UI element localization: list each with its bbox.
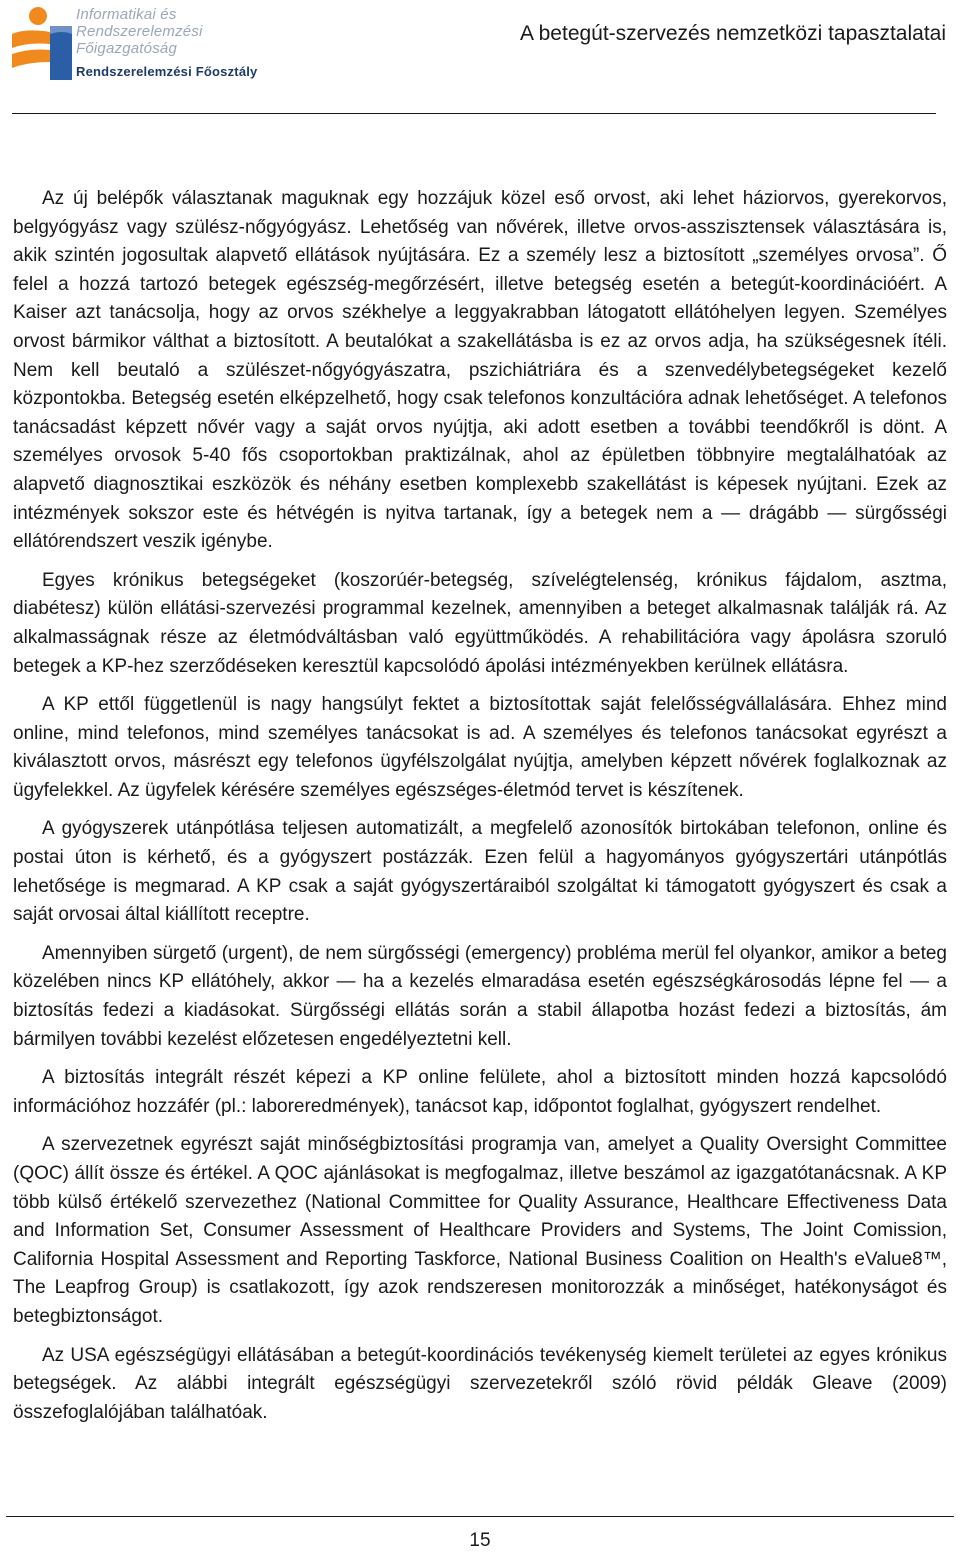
paragraph: A KP ettől függetlenül is nagy hangsúlyt fektet a biztosítottak saját felelősségvállalására. Ehhez mind online, mind telefonos, mind személyes tanácsokat is ad. A személyes és telefonos tanácsokat egyrészt a kiválasztott orvos, másrészt egy telefonos ügyfélszolgálat nyújtja, amelyben képzett nővérek foglalkoznak az ügyfelekkel. Az ügyfelek kérésére személyes egészséges-életmód tervet is készítenek.	[13, 694, 947, 801]
footer-divider	[6, 1516, 954, 1517]
paragraph: Amennyiben sürgető (urgent), de nem sürgősségi (emergency) probléma merül fel olyankor, amikor a beteg közelében nincs KP ellátóhely, akkor — ha a kezelés elmaradása esetén egészségkárosodás lépne fel — a biztosítás fedezi a kiadásokat. Sürgősségi ellátás során a stabil állapotba hozást fedezi a biztosítás, ám bármilyen további kezelést előzetesen engedélyeztetni kell.	[13, 942, 947, 1050]
header-divider	[12, 113, 936, 114]
page-number: 15	[469, 1530, 491, 1551]
org-name-line-3: Főigazgatóság	[76, 40, 178, 57]
document-body	[13, 185, 947, 1437]
paragraph: Egyes krónikus betegségeket (koszorúér-betegség, szívelégtelenség, krónikus fájdalom, asztma, diabétesz) külön ellátási-szervezési programmal kezelnek, amennyiben a beteget alkalmasnak találják rá. Az alkalmasságnak része az életmódváltásban való együttműködés. A rehabilitációra vagy ápolásra szoruló betegek a KP-hez szerződéseken keresztül kapcsolódó ápolási intézményekben kerülnek ellátásra.	[13, 569, 947, 677]
org-name-line-1: Informatikai és	[76, 6, 177, 23]
paragraph: Az USA egészségügyi ellátásában a betegút-koordinációs tevékenység kiemelt területei az egyes krónikus betegségek. Az alábbi integrált egészségügyi szervezetekről szóló rövid példák Gleave (2009) összefoglalójában találhatóak.	[13, 1344, 947, 1423]
page-header	[0, 0, 960, 120]
document-title: A betegút-szervezés nemzetközi tapasztalatai	[519, 22, 946, 45]
paragraph: A biztosítás integrált részét képezi a KP online felülete, ahol a biztosított minden hozzá kapcsolódó információhoz hozzáfér (pl.: laboreredmények), tanácsot kap, időpontot foglalhat, gyógyszert rendelhet.	[13, 1067, 947, 1117]
org-name-line-2: Rendszerelemzési	[76, 23, 203, 40]
organization-logo-icon	[6, 4, 78, 84]
org-department: Rendszerelemzési Főosztály	[76, 64, 258, 79]
paragraph: A szervezetnek egyrészt saját minőségbiztosítási programja van, amelyet a Quality Oversight Committee (QOC) állít össze és értékel. A QOC ajánlásokat is megfogalmaz, illetve beszámol az igazgatótanácsnak. A KP több külső értékelő szervezethez (National Committee for Quality Assurance, Healthcare Effectiveness Data and Information Set, Consumer Assessment of Healthcare Providers and Systems, The Joint Comission, California Hospital Assessment and Reporting Taskforce, National Business Coalition on Health's eValue8™, The Leapfrog Group) is csatlakozott, így azok rendszeresen monitorozzák a minőséget, hatékonyságot és betegbiztonságot.	[13, 1134, 947, 1327]
paragraph: Az új belépők választanak maguknak egy hozzájuk közel eső orvost, aki lehet háziorvos, gyerekorvos, belgyógyász vagy szülész-nőgyógyász. Lehetőség van nővérek, illetve orvos-asszisztensek választására is, akik szintén jogosultak alapvető ellátások nyújtására. Ez a személy lesz a biztosított „személyes orvosa”. Ő felel a hozzá tartozó betegek egészség-megőrzésért, illetve betegség esetén a betegút-koordinációért. A Kaiser azt tanácsolja, hogy az orvos székhelye a leggyakrabban látogatott ellátóhelyen legyen. Személyes orvost bármikor válthat a biztosított. A beutalókat a szakellátásba is ez az orvos adja, ha szükségesnek ítéli. Nem kell beutaló a szülészet-nőgyógyászatra, pszichiátriára és a szenvedélybetegségeket kezelő központokba. Betegség esetén elképzelhető, hogy csak telefonos konzultációra adnak lehetőséget. A telefonos tanácsadást képzett nővér vagy a saját orvos nyújtja, aki adott esetben a további teendőkről is dönt. A személyes orvosok 5-40 fős csoportokban praktizálnak, ahol az épületben többnyire megtalálhatóak az alapvető diagnosztikai eszközök és néhány esetben komplexebb szakellátást is képesek nyújtani. Ezek az intézmények sokszor este és hétvégén is nyitva tartanak, így a betegek nem a — drágább — sürgősségi ellátórendszert veszik igénybe.	[13, 188, 947, 553]
organization-name	[76, 6, 258, 79]
paragraph: A gyógyszerek utánpótlása teljesen automatizált, a megfelelő azonosítók birtokában telefonon, online és postai úton is kérhető, és a gyógyszert postázzák. Ezen felül a hagyományos gyógyszertári utánpótlás lehetősége is megmarad. A KP csak a saját gyógyszertáraiból szolgáltat ki támogatott gyógyszert és csak a saját orvosai által kiállított receptre.	[13, 818, 947, 926]
